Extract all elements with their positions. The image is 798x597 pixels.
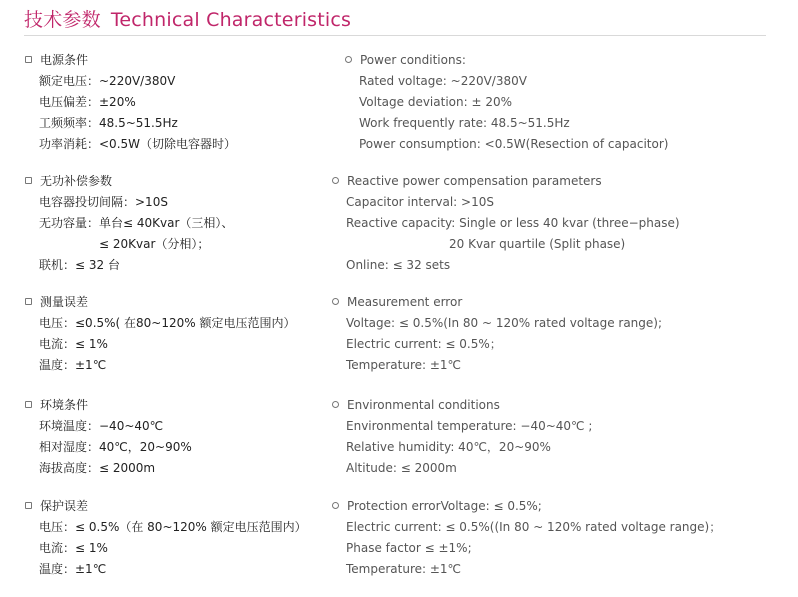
circle-bullet-icon	[25, 401, 32, 408]
cn-reactive-heading: 无功补偿参数	[25, 174, 112, 188]
circle-bullet-icon	[345, 56, 352, 63]
en-power-line: Work frequently rate: 48.5~51.5Hz	[359, 116, 570, 130]
en-power-line: Rated voltage: ~220V/380V	[359, 74, 527, 88]
cn-reactive-line: ≤ 20Kvar（分相）；	[99, 237, 210, 251]
page-title-cn: 技术参数	[24, 9, 101, 31]
en-protection-line: Temperature: ±1℃	[346, 562, 462, 576]
en-power-heading: Power conditions:	[345, 53, 466, 67]
cn-power-line: 额定电压：~220V/380V	[39, 74, 176, 88]
cn-reactive-line: 无功容量：单台≤ 40Kvar（三相）、	[39, 216, 234, 230]
cn-environment-line: 海拔高度：≤ 2000m	[39, 461, 156, 475]
en-reactive-line: Capacitor interval: >10S	[346, 195, 494, 209]
en-power-line: Power consumption: <0.5W(Resection of capacitor)	[359, 137, 669, 151]
page-title	[24, 5, 351, 32]
en-environment-line: Relative humidity: 40℃，20~90%	[346, 440, 551, 454]
page-title-en: Technical Characteristics	[110, 9, 352, 31]
circle-bullet-icon	[332, 298, 339, 305]
circle-bullet-icon	[25, 56, 32, 63]
en-reactive-heading: Reactive power compensation parameters	[332, 174, 602, 188]
en-protection-line: Phase factor ≤ ±1%;	[346, 541, 472, 555]
en-protection-heading: Protection errorVoltage: ≤ 0.5%;	[332, 499, 542, 513]
cn-protection-line: 电流：≤ 1%	[39, 541, 108, 555]
en-environment-line: Environmental temperature: −40~40℃ ;	[346, 419, 593, 433]
en-power-line: Voltage deviation: ± 20%	[359, 95, 512, 109]
circle-bullet-icon	[25, 177, 32, 184]
en-protection-line: Electric current: ≤ 0.5%((In 80 ~ 120% rated voltage range)；	[346, 520, 722, 534]
cn-environment-line: 环境温度：−40~40℃	[39, 419, 164, 433]
cn-measurement-line: 电压：≤0.5%( 在80~120% 额定电压范围内）	[39, 316, 296, 330]
circle-bullet-icon	[332, 502, 339, 509]
cn-measurement-line: 温度：±1℃	[39, 358, 107, 372]
en-measurement-heading: Measurement error	[332, 295, 462, 309]
cn-power-line: 工频频率：48.5~51.5Hz	[39, 116, 178, 130]
cn-protection-line: 温度：±1℃	[39, 562, 107, 576]
en-environment-line: Altitude: ≤ 2000m	[346, 461, 457, 475]
cn-environment-heading: 环境条件	[25, 398, 88, 412]
cn-power-line: 电压偏差：±20%	[39, 95, 136, 109]
en-measurement-line: Voltage: ≤ 0.5%(In 80 ~ 120% rated voltage range);	[346, 316, 663, 330]
circle-bullet-icon	[25, 502, 32, 509]
circle-bullet-icon	[332, 177, 339, 184]
circle-bullet-icon	[25, 298, 32, 305]
en-reactive-line: Reactive capacity: Single or less 40 kvar (three−phase)	[346, 216, 680, 230]
en-environment-heading: Environmental conditions	[332, 398, 500, 412]
cn-protection-heading: 保护误差	[25, 499, 88, 513]
cn-protection-line: 电压：≤ 0.5%（在 80~120% 额定电压范围内）	[39, 520, 307, 534]
cn-measurement-line: 电流：≤ 1%	[39, 337, 108, 351]
cn-reactive-line: 电容器投切间隔：>10S	[39, 195, 168, 209]
en-measurement-line: Temperature: ±1℃	[346, 358, 462, 372]
en-reactive-line: 20 Kvar quartile (Split phase)	[449, 237, 626, 251]
cn-measurement-heading: 测量误差	[25, 295, 88, 309]
title-divider	[24, 35, 766, 36]
en-measurement-line: Electric current: ≤ 0.5%；	[346, 337, 502, 351]
cn-reactive-line: 联机：≤ 32 台	[39, 258, 120, 272]
cn-power-line: 功率消耗：<0.5W（切除电容器时）	[39, 137, 237, 151]
en-reactive-line: Online: ≤ 32 sets	[346, 258, 451, 272]
cn-environment-line: 相对湿度：40℃，20~90%	[39, 440, 192, 454]
cn-power-heading: 电源条件	[25, 53, 88, 67]
circle-bullet-icon	[332, 401, 339, 408]
